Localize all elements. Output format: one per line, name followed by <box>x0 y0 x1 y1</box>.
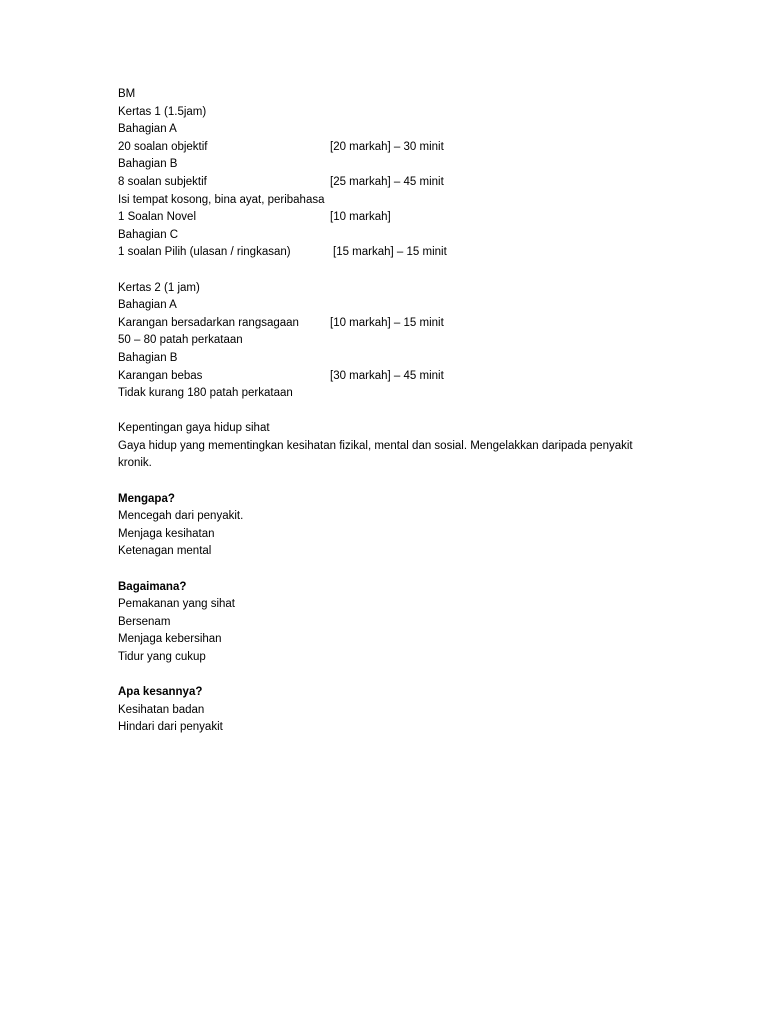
list-item: Ketenagan mental <box>118 545 212 558</box>
kertas1-bahagian-b-row-1 <box>118 174 658 192</box>
essay-title: Kepentingan gaya hidup sihat <box>118 422 270 435</box>
kertas2-bahagian-a-row <box>118 315 658 333</box>
list-item: Pemakanan yang sihat <box>118 598 235 611</box>
essay-section-bagaimana <box>118 579 658 667</box>
section-heading: Apa kesannya? <box>118 686 203 699</box>
essay-intro: Gaya hidup yang mementingkan kesihatan fizikal, mental dan sosial. Mengelakkan daripada penyakit kronik. <box>118 439 633 470</box>
kertas2-bahagian-b-row <box>118 368 658 386</box>
kertas2-bahagian-a-note: 50 – 80 patah perkataan <box>118 334 243 347</box>
kertas1-bahagian-b-item2: 1 Soalan Novel <box>118 211 196 224</box>
kertas1-bahagian-b-note: Isi tempat kosong, bina ayat, peribahasa <box>118 193 325 206</box>
spacer <box>118 403 658 421</box>
kertas1-bahagian-b-row-2 <box>118 209 658 227</box>
spacer <box>118 262 658 280</box>
list-item: Bersenam <box>118 615 171 628</box>
list-item: Tidur yang cukup <box>118 651 206 663</box>
kertas1-bahagian-a-row <box>118 139 658 157</box>
list-item: Mencegah dari penyakit. <box>118 510 244 523</box>
kertas1-bahagian-a-item: 20 soalan objektif <box>118 140 208 153</box>
kertas2-bahagian-b-note: Tidak kurang 180 patah perkataan <box>118 387 293 400</box>
kertas2-bahagian-b-item: Karangan bebas <box>118 369 203 382</box>
list-item: Kesihatan badan <box>118 703 205 716</box>
section-heading: Bagaimana? <box>118 580 187 593</box>
kertas1-bahagian-b-mark1: [25 markah] – 45 minit <box>330 175 444 188</box>
kertas1-bahagian-b-label: Bahagian B <box>118 158 178 171</box>
kertas1-bahagian-b-mark2: [10 markah] <box>330 211 391 224</box>
list-item: Hindari dari penyakit <box>118 721 223 734</box>
list-item: Menjaga kesihatan <box>118 527 215 540</box>
kertas1-bahagian-c-mark: [15 markah] – 15 minit <box>333 246 447 259</box>
kertas1-bahagian-a-label: Bahagian A <box>118 123 177 136</box>
kertas1-bahagian-b-item1: 8 soalan subjektif <box>118 175 207 188</box>
document-body <box>118 86 658 737</box>
kertas2-bahagian-a-label: Bahagian A <box>118 299 177 312</box>
spacer <box>118 667 658 685</box>
kertas1-title: Kertas 1 (1.5jam) <box>118 105 207 118</box>
essay-section-mengapa <box>118 491 658 561</box>
section-heading: Mengapa? <box>118 492 175 505</box>
kertas2-bahagian-a-mark: [10 markah] – 15 minit <box>330 316 444 329</box>
kertas2-bahagian-b-mark: [30 markah] – 45 minit <box>330 369 444 382</box>
kertas2-bahagian-a-item: Karangan bersadarkan rangsagaan <box>118 316 299 329</box>
kertas2-title: Kertas 2 (1 jam) <box>118 281 200 294</box>
kertas1-bahagian-a-mark: [20 markah] – 30 minit <box>330 140 444 153</box>
subject-heading: BM <box>118 88 136 100</box>
essay-section-kesan <box>118 684 658 737</box>
kertas2-bahagian-b-label: Bahagian B <box>118 351 178 364</box>
list-item: Menjaga kebersihan <box>118 633 222 646</box>
spacer <box>118 561 658 579</box>
kertas1-bahagian-c-item: 1 soalan Pilih (ulasan / ringkasan) <box>118 246 291 259</box>
kertas1-bahagian-c-row <box>118 244 658 262</box>
kertas1-bahagian-c-label: Bahagian C <box>118 228 179 241</box>
spacer <box>118 473 658 491</box>
